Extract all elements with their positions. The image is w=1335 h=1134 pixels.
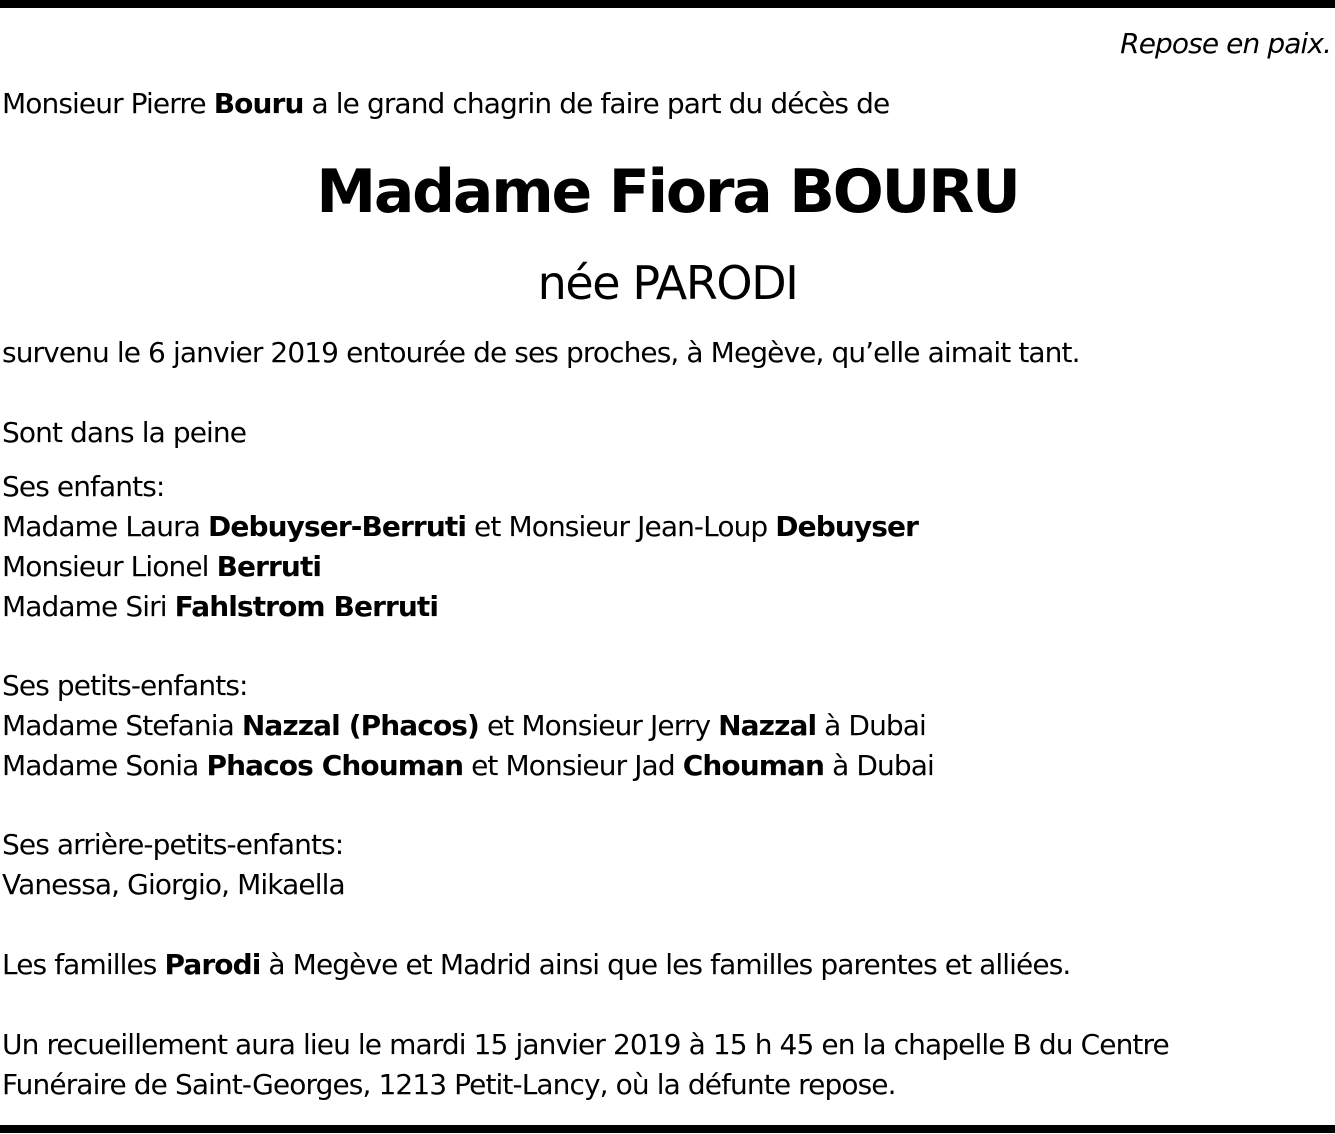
child-2-prefix: Monsieur Lionel [2,550,217,583]
grandchild-2-prefix: Madame Sonia [2,749,207,782]
motto-text: Repose en paix. [1120,27,1331,60]
great-grandchildren-heading: Ses arrière-petits-enfants: [2,828,344,861]
families-prefix: Les familles [2,948,165,981]
mourning-intro: Sont dans la peine [2,416,247,449]
great-grandchildren-names: Vanessa, Giorgio, Mikaella [2,868,345,901]
top-border-rule [0,0,1335,8]
grandchild-1-location: à Dubai [816,709,926,742]
intro-after: a le grand chagrin de faire part du décès de [303,87,890,120]
grandchild-1-name: Nazzal (Phacos) [241,709,479,742]
child-line-1 [2,507,918,547]
grandchild-1-join: et Monsieur Jerry [478,709,719,742]
deceased-name: Madame Fiora BOURU [316,157,1019,227]
families-line [2,945,1070,985]
child-3-prefix: Madame Siri [2,590,175,623]
intro-name: Bouru [213,87,304,120]
intro-line [2,84,889,124]
child-2-name: Berruti [216,550,322,583]
families-name: Parodi [164,948,261,981]
child-1-spouse-name: Debuyser [775,510,919,543]
grandchild-2-location: à Dubai [824,749,934,782]
grandchild-1-prefix: Madame Stefania [2,709,242,742]
intro-before: Monsieur Pierre [2,87,214,120]
child-line-3 [2,587,438,627]
child-3-name: Fahlstrom Berruti [174,590,439,623]
grandchild-line-1 [2,706,926,746]
deceased-maiden-name: née PARODI [537,256,798,310]
grandchildren-heading: Ses petits-enfants: [2,669,248,702]
child-1-prefix: Madame Laura [2,510,209,543]
grandchild-2-join: et Monsieur Jad [463,749,683,782]
grandchild-2-spouse-name: Chouman [682,749,825,782]
ceremony-line-2: Funéraire de Saint-Georges, 1213 Petit-Lancy, où la défunte repose. [2,1068,896,1101]
bottom-border-rule [0,1125,1335,1133]
circumstances-line: survenu le 6 janvier 2019 entourée de ses proches, à Megève, qu’elle aimait tant. [2,336,1080,369]
children-heading: Ses enfants: [2,470,165,503]
families-suffix: à Megève et Madrid ainsi que les familles parentes et alliées. [260,948,1071,981]
child-1-name: Debuyser-Berruti [208,510,467,543]
child-line-2 [2,547,321,587]
grandchild-1-spouse-name: Nazzal [718,709,817,742]
child-1-join: et Monsieur Jean-Loup [466,510,776,543]
grandchild-line-2 [2,746,934,786]
ceremony-line-1: Un recueillement aura lieu le mardi 15 janvier 2019 à 15 h 45 en la chapelle B du Centre [2,1028,1169,1061]
grandchild-2-name: Phacos Chouman [206,749,464,782]
